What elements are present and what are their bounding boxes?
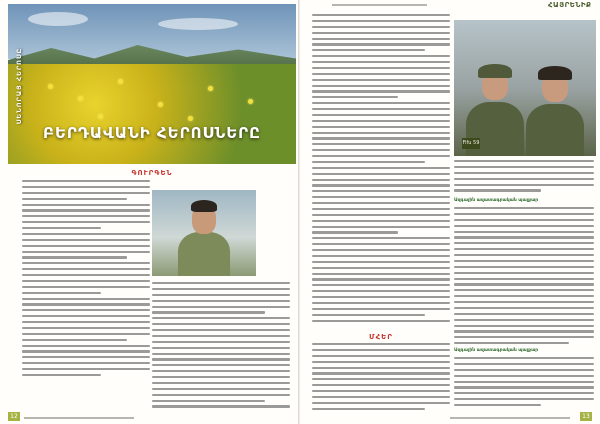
subheading-2: Ազգային ազատագրական պայքար (454, 348, 539, 353)
page-number-left: 12 (8, 412, 20, 421)
subheading-1: Ազգային ազատագրական պայքար (454, 198, 539, 203)
text-column-1 (312, 14, 450, 325)
text-column-left (22, 180, 150, 380)
vertical-section-label: ՍԵՆՈՐԱՅ ՀԵՐՈՍԸ (15, 47, 23, 125)
flower (98, 114, 103, 119)
section-heading-mher: ՄՀԵՐ (369, 333, 393, 341)
text-column-right (152, 282, 290, 411)
magazine-brand: ՀԱՅՐԵՆԻՔ (548, 1, 592, 9)
article-title: ԲԵՐԴԱՎԱՆԻ ՀԵՐՈՍՆԵՐԸ (43, 124, 261, 142)
text-column-2a (454, 160, 594, 195)
flower (48, 84, 53, 89)
text-column-2c (454, 357, 594, 410)
person-body (178, 232, 230, 276)
flower (118, 79, 123, 84)
footer-text (24, 417, 134, 419)
page-number-right: 13 (580, 412, 592, 421)
flower (78, 96, 83, 101)
flower (188, 116, 193, 121)
portrait-photo (152, 190, 256, 276)
soldier-cap (478, 64, 512, 78)
soldier-hair (538, 66, 572, 80)
text-column-1b (312, 343, 450, 414)
person-hair (191, 200, 217, 212)
soldier-body (526, 104, 584, 156)
footer-text (450, 417, 570, 419)
text-column-2b (454, 207, 594, 348)
photo-badge: Fifu 59 (462, 138, 480, 149)
right-page (300, 0, 600, 424)
hero-photo (8, 4, 296, 164)
cloud (28, 12, 88, 26)
flower (208, 86, 213, 91)
rapeseed-field (8, 64, 296, 164)
issue-line (332, 4, 427, 6)
soldiers-photo (454, 20, 596, 156)
section-heading-gurgen: ԳՈՒՐԳԵՆ (131, 169, 173, 177)
cloud (158, 18, 238, 30)
flower (248, 99, 253, 104)
flower (158, 102, 163, 107)
